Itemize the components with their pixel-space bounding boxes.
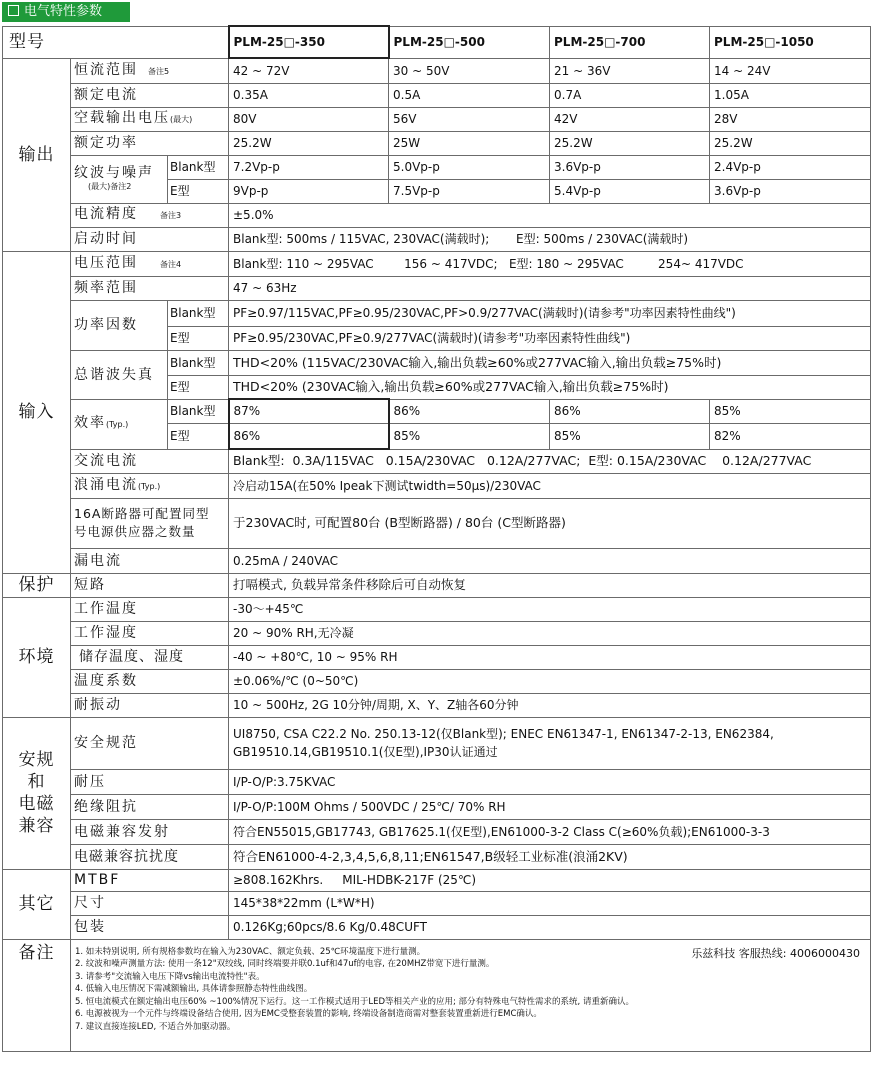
label-ripple (71, 155, 168, 203)
note-item: 1. 如未特别说明, 所有规格参数均在输入为230VAC、额定负载、25℃环境温度下进行量测。 (75, 946, 426, 957)
cc-range-700: 21 ~ 36V (550, 58, 710, 83)
row-no-load-voltage (3, 107, 871, 131)
safety-standards-value (229, 717, 871, 769)
voltage-range-value: Blank型: 110 ~ 295VAC 156 ~ 417VDC; E型: 180 ~ 295VAC 254~ 417VDC (229, 251, 871, 276)
row-startup-time (3, 227, 871, 251)
row-leakage-current (3, 548, 871, 573)
row-working-humidity (3, 621, 871, 645)
no-load-voltage-500: 56V (389, 107, 550, 131)
label-safety-standards: 安全规范 (71, 717, 229, 769)
label-packing: 包装 (71, 915, 229, 939)
note-item: 7. 建议直接连接LED, 不适合外加驱动器。 (75, 1021, 236, 1032)
emc-immunity-value: 符合EN61000-4-2,3,4,5,6,8,11;EN61547,B级轻工业标准(浪涌2KV) (229, 844, 871, 869)
leakage-current-value: 0.25mA / 240VAC (229, 548, 871, 573)
isolation-resistance-value: I/P-O/P:100M Ohms / 500VDC / 25℃/ 70% RH (229, 794, 871, 819)
model-label: 型号 (3, 26, 229, 58)
category-safety-line4: 兼容 (18, 816, 55, 836)
pf-e-label: E型 (168, 326, 229, 350)
eff-e-1050: 82% (710, 423, 871, 449)
label-withstand-voltage: 耐压 (71, 769, 229, 794)
rated-power-350: 25.2W (229, 131, 389, 155)
mtbf-value: ≥808.162Khrs. MIL-HDBK-217F (25℃) (229, 869, 871, 891)
eff-e-label: E型 (168, 423, 229, 449)
model-1050: PLM-25□-1050 (710, 26, 871, 58)
note-item: 6. 电源被视为一个元件与终端设备结合使用, 因为EMC受整套装置的影响, 终端设备制造商需对整套装置重新进行EMC确认。 (75, 1009, 542, 1019)
label-cc-range (71, 58, 229, 83)
ripple-blank-700: 3.6Vp-p (550, 155, 710, 179)
label-rated-power: 额定功率 (71, 131, 229, 155)
ripple-e-500: 7.5Vp-p (389, 179, 550, 203)
ripple-e-350: 9Vp-p (229, 179, 389, 203)
row-vibration (3, 693, 871, 717)
category-protection: 保护 (3, 573, 71, 597)
notes-cell (71, 939, 871, 1051)
label-temp-coefficient: 温度系数 (71, 669, 229, 693)
pf-blank-value: PF≥0.97/115VAC,PF≥0.95/230VAC,PF>0.9/277VAC(满载时)(请参考"功率因素特性曲线") (229, 300, 871, 326)
checkbox-square-icon (8, 5, 19, 16)
note-no-load-voltage: (最大) (170, 115, 193, 124)
rated-power-1050: 25.2W (710, 131, 871, 155)
category-environment: 环境 (3, 597, 71, 717)
no-load-voltage-350: 80V (229, 107, 389, 131)
category-safety-line3: 电磁 (18, 794, 55, 814)
no-load-voltage-1050: 28V (710, 107, 871, 131)
category-safety-line2: 和 (27, 772, 46, 792)
row-withstand-voltage (3, 769, 871, 794)
label-frequency-range: 频率范围 (71, 276, 229, 300)
category-safety-line1: 安规 (18, 750, 55, 770)
label-power-factor: 功率因数 (71, 300, 168, 350)
label-storage: 储存温度、湿度 (71, 645, 229, 669)
thd-e-label: E型 (168, 375, 229, 399)
row-rated-power (3, 131, 871, 155)
model-350: PLM-25□-350 (229, 26, 389, 58)
label-breaker-line1: 16A断路器可配置同型 (74, 506, 210, 521)
eff-blank-700: 86% (550, 399, 710, 423)
pf-e-value: PF≥0.95/230VAC,PF≥0.9/277VAC(满载时)(请参考"功率因素特性曲线") (229, 326, 871, 350)
row-working-temp (3, 597, 871, 621)
eff-blank-1050: 85% (710, 399, 871, 423)
row-emc-emission (3, 819, 871, 844)
label-current-accuracy (71, 203, 229, 227)
note-item: 4. 低输入电压情况下需减额输出, 具体请参照静态特性曲线图。 (75, 984, 313, 994)
label-efficiency (71, 399, 168, 449)
label-no-load-voltage-text: 空载输出电压 (74, 110, 170, 126)
model-row (3, 26, 871, 58)
label-leakage-current: 漏电流 (71, 548, 229, 573)
eff-blank-500: 86% (389, 399, 550, 423)
row-short-circuit (3, 573, 871, 597)
category-input: 输入 (3, 251, 71, 573)
cc-range-1050: 14 ~ 24V (710, 58, 871, 83)
cc-range-350: 42 ~ 72V (229, 58, 389, 83)
ripple-blank-500: 5.0Vp-p (389, 155, 550, 179)
temp-coefficient-value: ±0.06%/℃ (0~50℃) (229, 669, 871, 693)
row-ac-current (3, 449, 871, 473)
rated-power-700: 25.2W (550, 131, 710, 155)
label-inrush-current (71, 473, 229, 498)
ripple-e-label: E型 (168, 179, 229, 203)
label-short-circuit: 短路 (71, 573, 229, 597)
rated-current-1050: 1.05A (710, 83, 871, 107)
note-cc-range: 备注5 (148, 66, 170, 76)
row-safety-standards (3, 717, 871, 769)
section-header (2, 2, 130, 22)
ripple-e-1050: 3.6Vp-p (710, 179, 871, 203)
note-inrush-current: (Typ.) (138, 481, 161, 491)
note-efficiency: (Typ.) (106, 420, 129, 429)
working-temp-value: -30～+45℃ (229, 597, 871, 621)
inrush-current-value: 冷启动15A(在50% Ipeak下测试twidth=50μs)/230VAC (229, 473, 871, 498)
current-accuracy-value: ±5.0% (229, 203, 871, 227)
safety-standards-line1: UI8750, CSA C22.2 No. 250.13-12(仅Blank型); ENEC EN61347-1, EN61347-2-13, EN62384, (233, 727, 774, 741)
label-voltage-range-text: 电压范围 (74, 254, 138, 271)
category-others: 其它 (3, 869, 71, 939)
label-thd: 总谐波失真 (71, 350, 168, 399)
safety-standards-line2: GB19510.14,GB19510.1(仅E型),IP30认证通过 (233, 745, 498, 759)
row-eff-blank (3, 399, 871, 423)
model-700: PLM-25□-700 (550, 26, 710, 58)
label-voltage-range (71, 251, 229, 276)
thd-e-value: THD<20% (230VAC输入,输出负载≥60%或277VAC输入,输出负载≥75%时) (229, 375, 871, 399)
label-efficiency-text: 效率 (74, 415, 106, 431)
rated-current-700: 0.7A (550, 83, 710, 107)
label-working-humidity: 工作湿度 (71, 621, 229, 645)
ripple-e-700: 5.4Vp-p (550, 179, 710, 203)
label-emc-immunity: 电磁兼容抗扰度 (71, 844, 229, 869)
ac-current-value: Blank型: 0.3A/115VAC 0.15A/230VAC 0.12A/277VAC; E型: 0.15A/230VAC 0.12A/277VAC (229, 449, 871, 473)
pf-blank-label: Blank型 (168, 300, 229, 326)
working-humidity-value: 20 ~ 90% RH,无冷凝 (229, 621, 871, 645)
row-mtbf (3, 869, 871, 891)
eff-blank-label: Blank型 (168, 399, 229, 423)
dimension-value: 145*38*22mm (L*W*H) (229, 891, 871, 915)
eff-blank-350: 87% (229, 399, 389, 423)
row-current-accuracy (3, 203, 871, 227)
thd-blank-value: THD<20% (115VAC/230VAC输入,输出负载≥60%或277VAC输入,输出负载≥75%时) (229, 350, 871, 375)
startup-time-value: Blank型: 500ms / 115VAC, 230VAC(满载时); E型: 500ms / 230VAC(满载时) (229, 227, 871, 251)
label-breaker (71, 498, 229, 548)
vibration-value: 10 ~ 500Hz, 2G 10分钟/周期, X、Y、Z轴各60分钟 (229, 693, 871, 717)
row-notes (3, 939, 871, 1051)
rated-current-350: 0.35A (229, 83, 389, 107)
row-ripple-blank (3, 155, 871, 179)
spec-table (2, 25, 871, 1052)
row-emc-immunity (3, 844, 871, 869)
label-current-accuracy-text: 电流精度 (74, 206, 138, 222)
ripple-blank-label: Blank型 (168, 155, 229, 179)
withstand-voltage-value: I/P-O/P:3.75KVAC (229, 769, 871, 794)
rated-current-500: 0.5A (389, 83, 550, 107)
section-header-title: 电气特性参数 (24, 4, 103, 19)
label-emc-emission: 电磁兼容发射 (71, 819, 229, 844)
label-breaker-line2: 号电源供应器之数量 (74, 524, 196, 539)
row-rated-current (3, 83, 871, 107)
row-inrush-current (3, 473, 871, 498)
packing-value: 0.126Kg;60pcs/8.6 Kg/0.48CUFT (229, 915, 871, 939)
eff-e-500: 85% (389, 423, 550, 449)
rated-power-500: 25W (389, 131, 550, 155)
ripple-blank-1050: 2.4Vp-p (710, 155, 871, 179)
row-dimension (3, 891, 871, 915)
category-output: 输出 (3, 58, 71, 251)
label-no-load-voltage (71, 107, 229, 131)
note-ripple: (最大)备注2 (88, 182, 132, 191)
label-ripple-text: 纹波与噪声 (74, 165, 154, 181)
row-temp-coefficient (3, 669, 871, 693)
note-item: 2. 纹波和噪声测量方法: 使用一条12"双绞线, 同时终端要并联0.1uf和47uf的电容, 在20MHZ带宽下进行量测。 (75, 959, 495, 969)
label-cc-range-text: 恒流范围 (74, 61, 138, 78)
row-isolation-resistance (3, 794, 871, 819)
short-circuit-value: 打嗝模式, 负载异常条件移除后可自动恢复 (229, 573, 871, 597)
row-thd-blank (3, 350, 871, 375)
frequency-range-value: 47 ~ 63Hz (229, 276, 871, 300)
breaker-value: 于230VAC时, 可配置80台 (B型断路器) / 80台 (C型断路器) (229, 498, 871, 548)
row-pf-blank (3, 300, 871, 326)
label-isolation-resistance: 绝缘阻抗 (71, 794, 229, 819)
note-voltage-range: 备注4 (160, 259, 182, 269)
label-startup-time: 启动时间 (71, 227, 229, 251)
category-safety (3, 717, 71, 869)
cc-range-500: 30 ~ 50V (389, 58, 550, 83)
storage-value: -40 ~ +80℃, 10 ~ 95% RH (229, 645, 871, 669)
label-ac-current: 交流电流 (71, 449, 229, 473)
row-frequency-range (3, 276, 871, 300)
note-current-accuracy: 备注3 (160, 211, 182, 220)
row-storage (3, 645, 871, 669)
note-item: 3. 请参考"交流输入电压下降vs输出电流特性"表。 (75, 971, 265, 982)
label-vibration: 耐振动 (71, 693, 229, 717)
label-dimension: 尺寸 (71, 891, 229, 915)
ripple-blank-350: 7.2Vp-p (229, 155, 389, 179)
emc-emission-value: 符合EN55015,GB17743, GB17625.1(仅E型),EN61000-3-2 Class C(≥60%负载);EN61000-3-3 (229, 819, 871, 844)
hotline: 乐兹科技 客服热线: 4006000430 (691, 946, 860, 960)
label-inrush-current-text: 浪涌电流 (74, 476, 138, 493)
row-packing (3, 915, 871, 939)
row-cc-range (3, 58, 871, 83)
eff-e-350: 86% (229, 423, 389, 449)
note-item: 5. 恒电流模式在额定输出电压60% ~100%情况下运行。这一工作模式适用于LED等相关产业的应用; 部分有特殊电气特性需求的系统, 请重新确认。 (75, 996, 634, 1007)
thd-blank-label: Blank型 (168, 350, 229, 375)
no-load-voltage-700: 42V (550, 107, 710, 131)
category-notes: 备注 (3, 939, 71, 1051)
eff-e-700: 85% (550, 423, 710, 449)
row-voltage-range (3, 251, 871, 276)
label-mtbf: MTBF (71, 869, 229, 891)
row-breaker (3, 498, 871, 548)
model-500: PLM-25□-500 (389, 26, 550, 58)
label-working-temp: 工作温度 (71, 597, 229, 621)
label-rated-current: 额定电流 (71, 83, 229, 107)
